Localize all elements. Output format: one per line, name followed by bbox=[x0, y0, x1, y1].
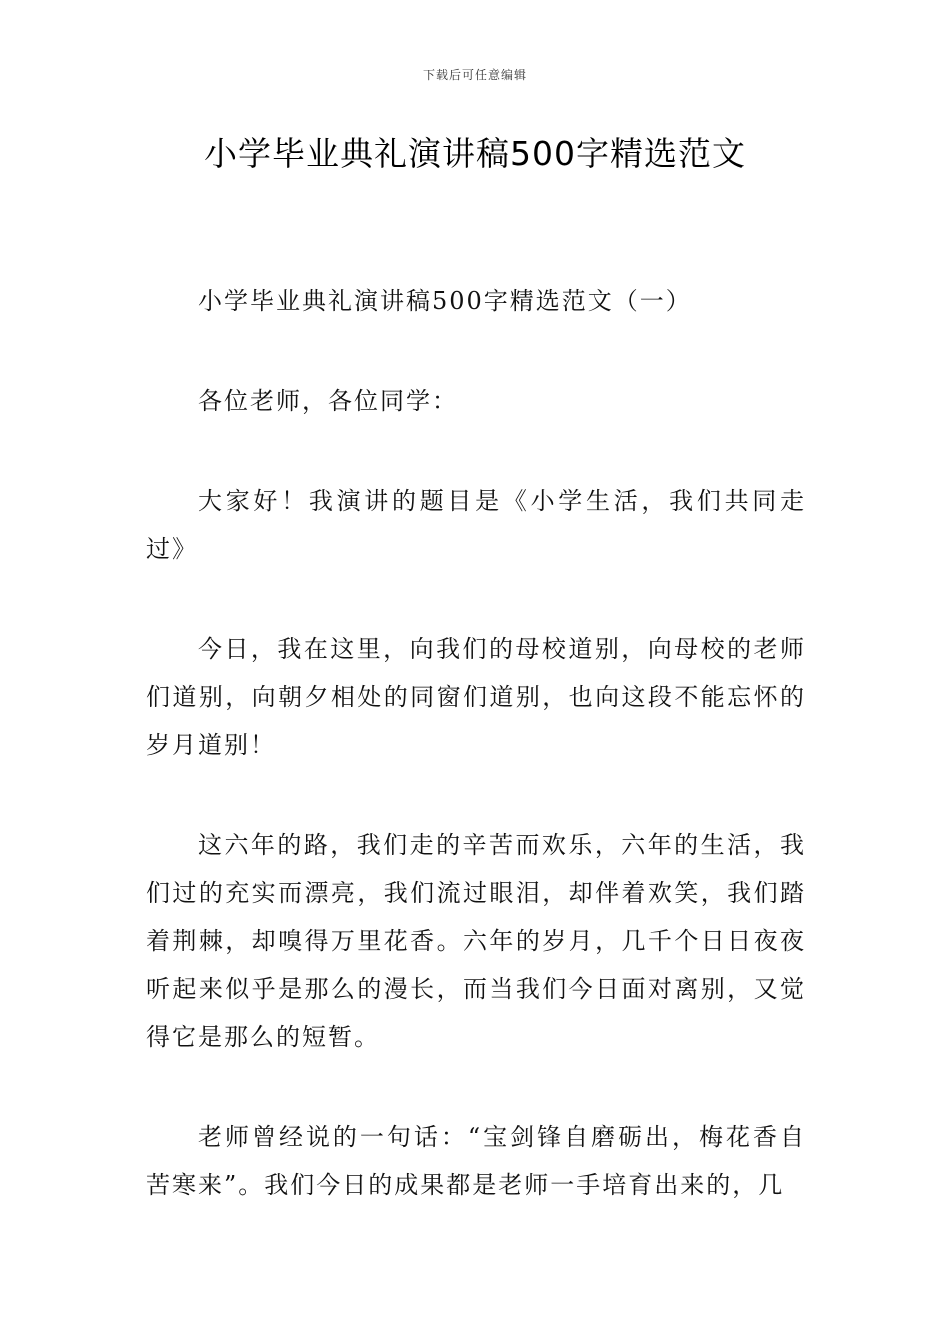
body-paragraph: 今日，我在这里，向我们的母校道别，向母校的老师们道别，向朝夕相处的同窗们道别，也向这段不能忘怀的岁月道别！ bbox=[146, 635, 806, 759]
section-subtitle: 小学毕业典礼演讲稿500字精选范文（一） bbox=[198, 287, 692, 315]
body-paragraph: 老师曾经说的一句话：“宝剑锋自磨砺出，梅花香自苦寒来”。我们今日的成果都是老师一手培育出来的，几 bbox=[146, 1123, 806, 1199]
document-body bbox=[146, 277, 806, 1261]
document-title: 小学毕业典礼演讲稿500字精选范文 bbox=[204, 134, 746, 173]
body-paragraph: 这六年的路，我们走的辛苦而欢乐，六年的生活，我们过的充实而漂亮，我们流过眼泪，却伴着欢笑，我们踏着荆棘，却嗅得万里花香。六年的岁月，几千个日日夜夜听起来似乎是那么的漫长，而当我们今日面对离别，又觉得它是那么的短暂。 bbox=[146, 831, 806, 1051]
body-paragraph: 大家好！我演讲的题目是《小学生活，我们共同走过》 bbox=[146, 487, 806, 563]
header-note: 下载后可任意编辑 bbox=[422, 68, 527, 82]
salutation-paragraph: 各位老师，各位同学： bbox=[198, 387, 458, 415]
